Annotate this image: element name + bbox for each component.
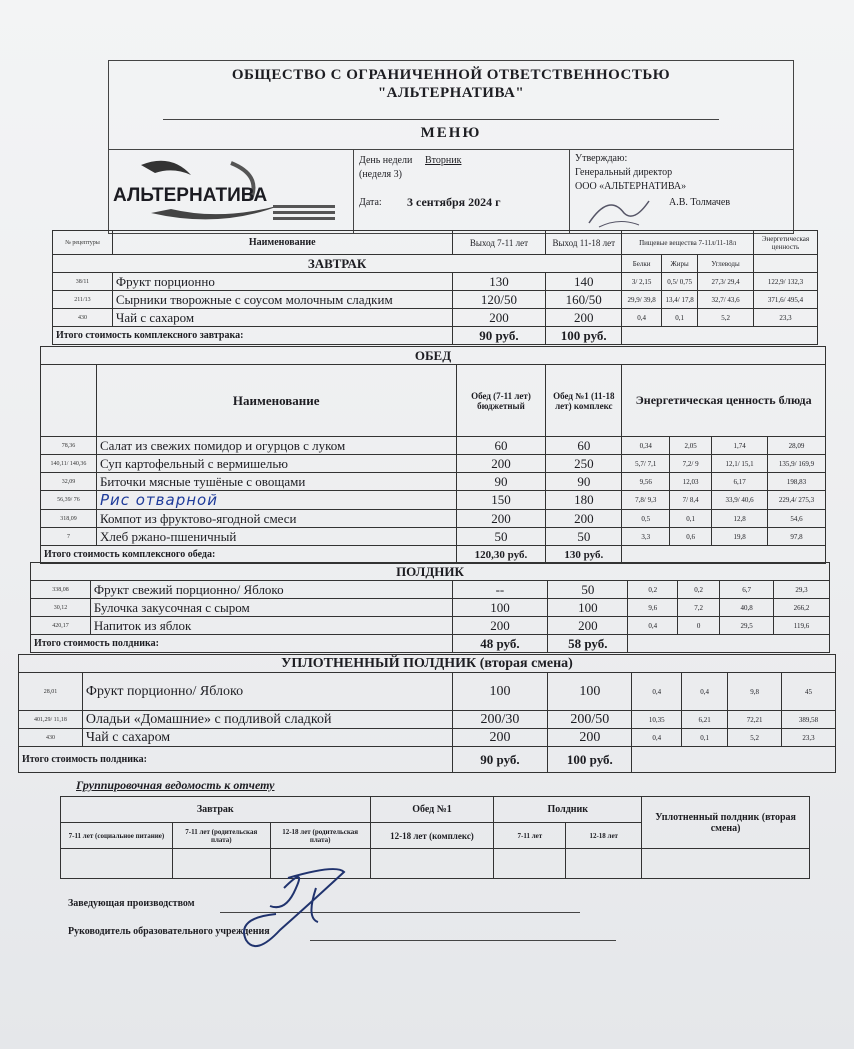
col-name-header: Наименование [112,231,452,255]
report-b3: 12-18 лет (родительская плата) [270,823,370,849]
table-row: 140,11/ 140,36 Суп картофельный с вермишелью 200 250 5,7/ 7,1 7,2/ 9 12,1/ 15,1 135,9/ 169,9 [41,455,826,473]
menu-title: МЕНЮ [420,125,482,141]
table-row: 338,08 Фрукт свежий порционно/ Яблоко -- 50 0,2 0,2 6,7 29,3 [31,581,830,599]
org-name-line2: "АЛЬТЕРНАТИВА" [377,85,525,101]
table-row: 430 Чай с сахаром 200 200 0,4 0,1 5,2 23,3 [53,309,818,327]
report-snack2: Уплотненный полдник (вторая смена) [642,797,810,849]
approve-director: А.В. Толмачев [669,197,731,208]
snack-title: ПОЛДНИК [31,563,830,581]
lunch-total-label: Итого стоимость комплексного обеда: [41,546,457,564]
table-row: 7 Хлеб ржано-пшеничный 50 50 3,3 0,6 19,8 97,8 [41,528,826,546]
production-signature [236,858,356,962]
col-fats: Жиры [662,255,698,273]
logo-text: АЛЬТЕРНАТИВА [113,185,268,206]
col-out1-header: Выход 7-11 лет [452,231,546,255]
snack-total-a: 48 руб. [452,635,548,653]
table-row: 28,01 Фрукт порционно/ Яблоко 100 100 0,4 0,4 9,8 45 [19,673,836,711]
table-row: 38/11 Фрукт порционно 130 140 3/ 2,15 0,5/ 0,75 27,3/ 29,4 122,9/ 132,3 [53,273,818,291]
report-b1: 7-11 лет (социальное питание) [61,823,173,849]
week-number: (неделя 3) [359,169,402,180]
director-signature [579,193,659,233]
report-breakfast: Завтрак [61,797,371,823]
lunch-energy-header: Энергетическая ценность блюда [622,365,826,437]
table-row: 56,39/ 76 Рис отварной 150 180 7,8/ 9,3 7/ 8,4 33,9/ 40,6 229,4/ 275,3 [41,491,826,510]
snack2-table [18,654,836,773]
breakfast-total-label: Итого стоимость комплексного завтрака: [53,327,453,345]
breakfast-total-a: 90 руб. [452,327,546,345]
col-nutrients-header: Пищевые вещества 7-11л/11-18л [622,231,754,255]
col-out2-header: Выход 11-18 лет [546,231,622,255]
date-label: Дата: [359,197,382,208]
report-snack: Полдник [494,797,642,823]
head-school-label: Руководитель образовательного учреждения [68,926,270,937]
org-name-line1: ОБЩЕСТВО С ОГРАНИЧЕННОЙ ОТВЕТСТВЕННОСТЬЮ [231,67,671,83]
alternativa-logo [111,155,351,229]
handwritten-dish: Рис отварной [96,491,456,510]
snack2-title: УПЛОТНЕННЫЙ ПОЛДНИК (вторая смена) [19,655,836,673]
snack-total-label: Итого стоимость полдника: [31,635,453,653]
report-title: Группировочная ведомость к отчету [76,778,275,792]
lunch-total-b: 130 руб. [546,546,622,564]
report-lunch: Обед №1 [370,797,494,823]
report-table [60,796,810,879]
date-value: 3 сентября 2024 г [407,195,501,209]
snack-total-b: 58 руб. [548,635,628,653]
lunch-col-a: Обед (7-11 лет) бюджетный [456,365,546,437]
report-l1: 12-18 лет (комплекс) [370,823,494,849]
col-code-header: № рецептуры [53,231,113,255]
snack2-total-label: Итого стоимость полдника: [19,747,453,773]
report-s2: 12-18 лет [566,823,642,849]
approve-line3: ООО «АЛЬТЕРНАТИВА» [575,181,687,192]
table-row: 420,17 Напиток из яблок 200 200 0,4 0 29,5 119,6 [31,617,830,635]
lunch-title: ОБЕД [41,347,826,365]
table-row: 318,09 Компот из фруктово-ягодной смеси 200 200 0,5 0,1 12,8 54,6 [41,510,826,528]
snack-table [30,562,830,653]
table-row: 401,29/ 11,18 Оладьи «Домашние» с подливой сладкой 200/30 200/50 10,35 6,21 72,21 389,58 [19,711,836,729]
col-carbs: Углеводы [698,255,754,273]
table-row: 30,12 Булочка закусочная с сыром 100 100 9,6 7,2 40,8 266,2 [31,599,830,617]
report-b2: 7-11 лет (родительская плата) [172,823,270,849]
approve-line2: Генеральный директор [575,167,673,178]
col-energy-header: Энергетическая ценность [754,231,818,255]
lunch-table [40,346,826,564]
table-row: 78,36 Салат из свежих помидор и огурцов с луком 60 60 0,34 2,05 1,74 28,09 [41,437,826,455]
lunch-total-a: 120,30 руб. [456,546,546,564]
day-label: День недели [359,155,413,166]
snack2-total-a: 90 руб. [452,747,548,773]
document-header [108,60,794,234]
breakfast-table [52,230,818,345]
snack2-total-b: 100 руб. [548,747,632,773]
col-proteins: Белки [622,255,662,273]
table-row: 211/13 Сырники творожные с соусом молочным сладким 120/50 160/50 29,9/ 39,8 13,4/ 17,8 32,7/ 43,6 371,6/ 495,4 [53,291,818,309]
report-s1: 7-11 лет [494,823,566,849]
head-production-label: Заведующая производством [68,898,195,909]
breakfast-total-b: 100 руб. [546,327,622,345]
lunch-col-b: Обед №1 (11-18 лет) комплекс [546,365,622,437]
table-row: 430 Чай с сахаром 200 200 0,4 0,1 5,2 23,3 [19,729,836,747]
lunch-name-header: Наименование [96,365,456,437]
day-value: Вторник [425,155,462,166]
approve-line1: Утверждаю: [575,153,628,164]
table-row: 32,09 Биточки мясные тушёные с овощами 90 90 9,56 12,03 6,17 198,83 [41,473,826,491]
breakfast-title: ЗАВТРАК [53,255,622,273]
